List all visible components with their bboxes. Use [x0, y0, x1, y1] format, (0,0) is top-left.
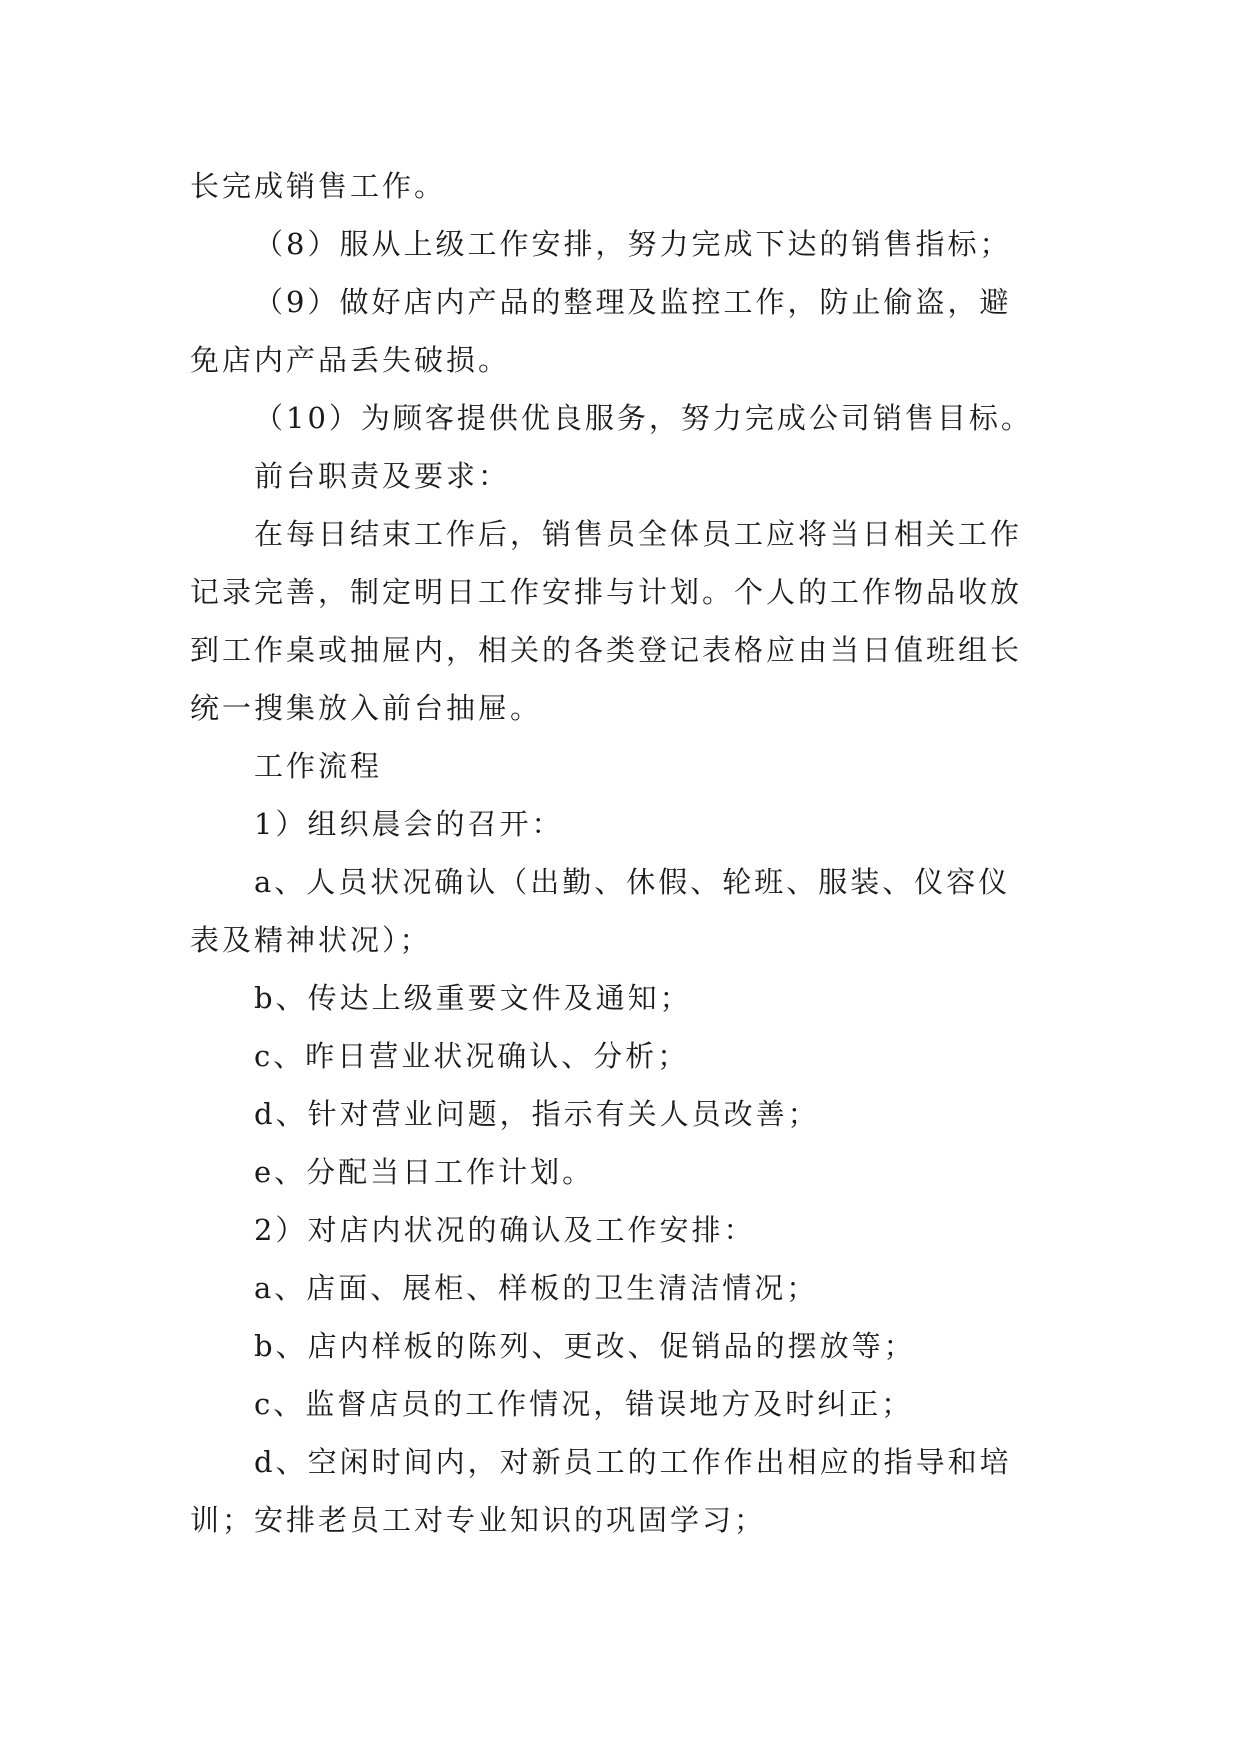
text-line: 在每日结束工作后，销售员全体员工应将当日相关工作: [254, 517, 1023, 551]
text-line: 长完成销售工作。: [190, 169, 447, 203]
list-item: b、传达上级重要文件及通知；: [254, 981, 692, 1015]
section-heading: 工作流程: [254, 749, 383, 783]
text-line: （10）为顾客提供优良服务，努力完成公司销售目标。: [254, 401, 1033, 435]
text-line: 统一搜集放入前台抽屉。: [190, 691, 543, 725]
document-body: [190, 157, 1060, 1549]
section-heading: 前台职责及要求：: [254, 459, 511, 493]
text-line: 记录完善，制定明日工作安排与计划。个人的工作物品收放: [190, 575, 1023, 609]
list-item: c、监督店员的工作情况，错误地方及时纠正；: [254, 1387, 914, 1421]
list-heading: 1）组织晨会的召开：: [254, 807, 564, 841]
list-item: e、分配当日工作计划。: [254, 1155, 595, 1189]
list-item: b、店内样板的陈列、更改、促销品的摆放等；: [254, 1329, 916, 1363]
list-item: d、空闲时间内，对新员工的工作作出相应的指导和培: [254, 1445, 1012, 1479]
list-item: a、人员状况确认（出勤、休假、轮班、服装、仪容仪: [254, 865, 1011, 899]
list-item-continuation: 训；安排老员工对专业知识的巩固学习；: [190, 1503, 767, 1537]
text-line: 免店内产品丢失破损。: [190, 343, 511, 377]
text-line: （8）服从上级工作安排，努力完成下达的销售指标；: [254, 227, 1012, 261]
list-item: c、昨日营业状况确认、分析；: [254, 1039, 690, 1073]
list-item: d、针对营业问题，指示有关人员改善；: [254, 1097, 820, 1131]
text-line: （9）做好店内产品的整理及监控工作，防止偷盗，避: [254, 285, 1012, 319]
list-item: a、店面、展柜、样板的卫生清洁情况；: [254, 1271, 819, 1305]
list-item-continuation: 表及精神状况）；: [190, 923, 432, 957]
text-line: 到工作桌或抽屉内，相关的各类登记表格应由当日值班组长: [190, 633, 1023, 667]
list-heading: 2）对店内状况的确认及工作安排：: [254, 1213, 756, 1247]
